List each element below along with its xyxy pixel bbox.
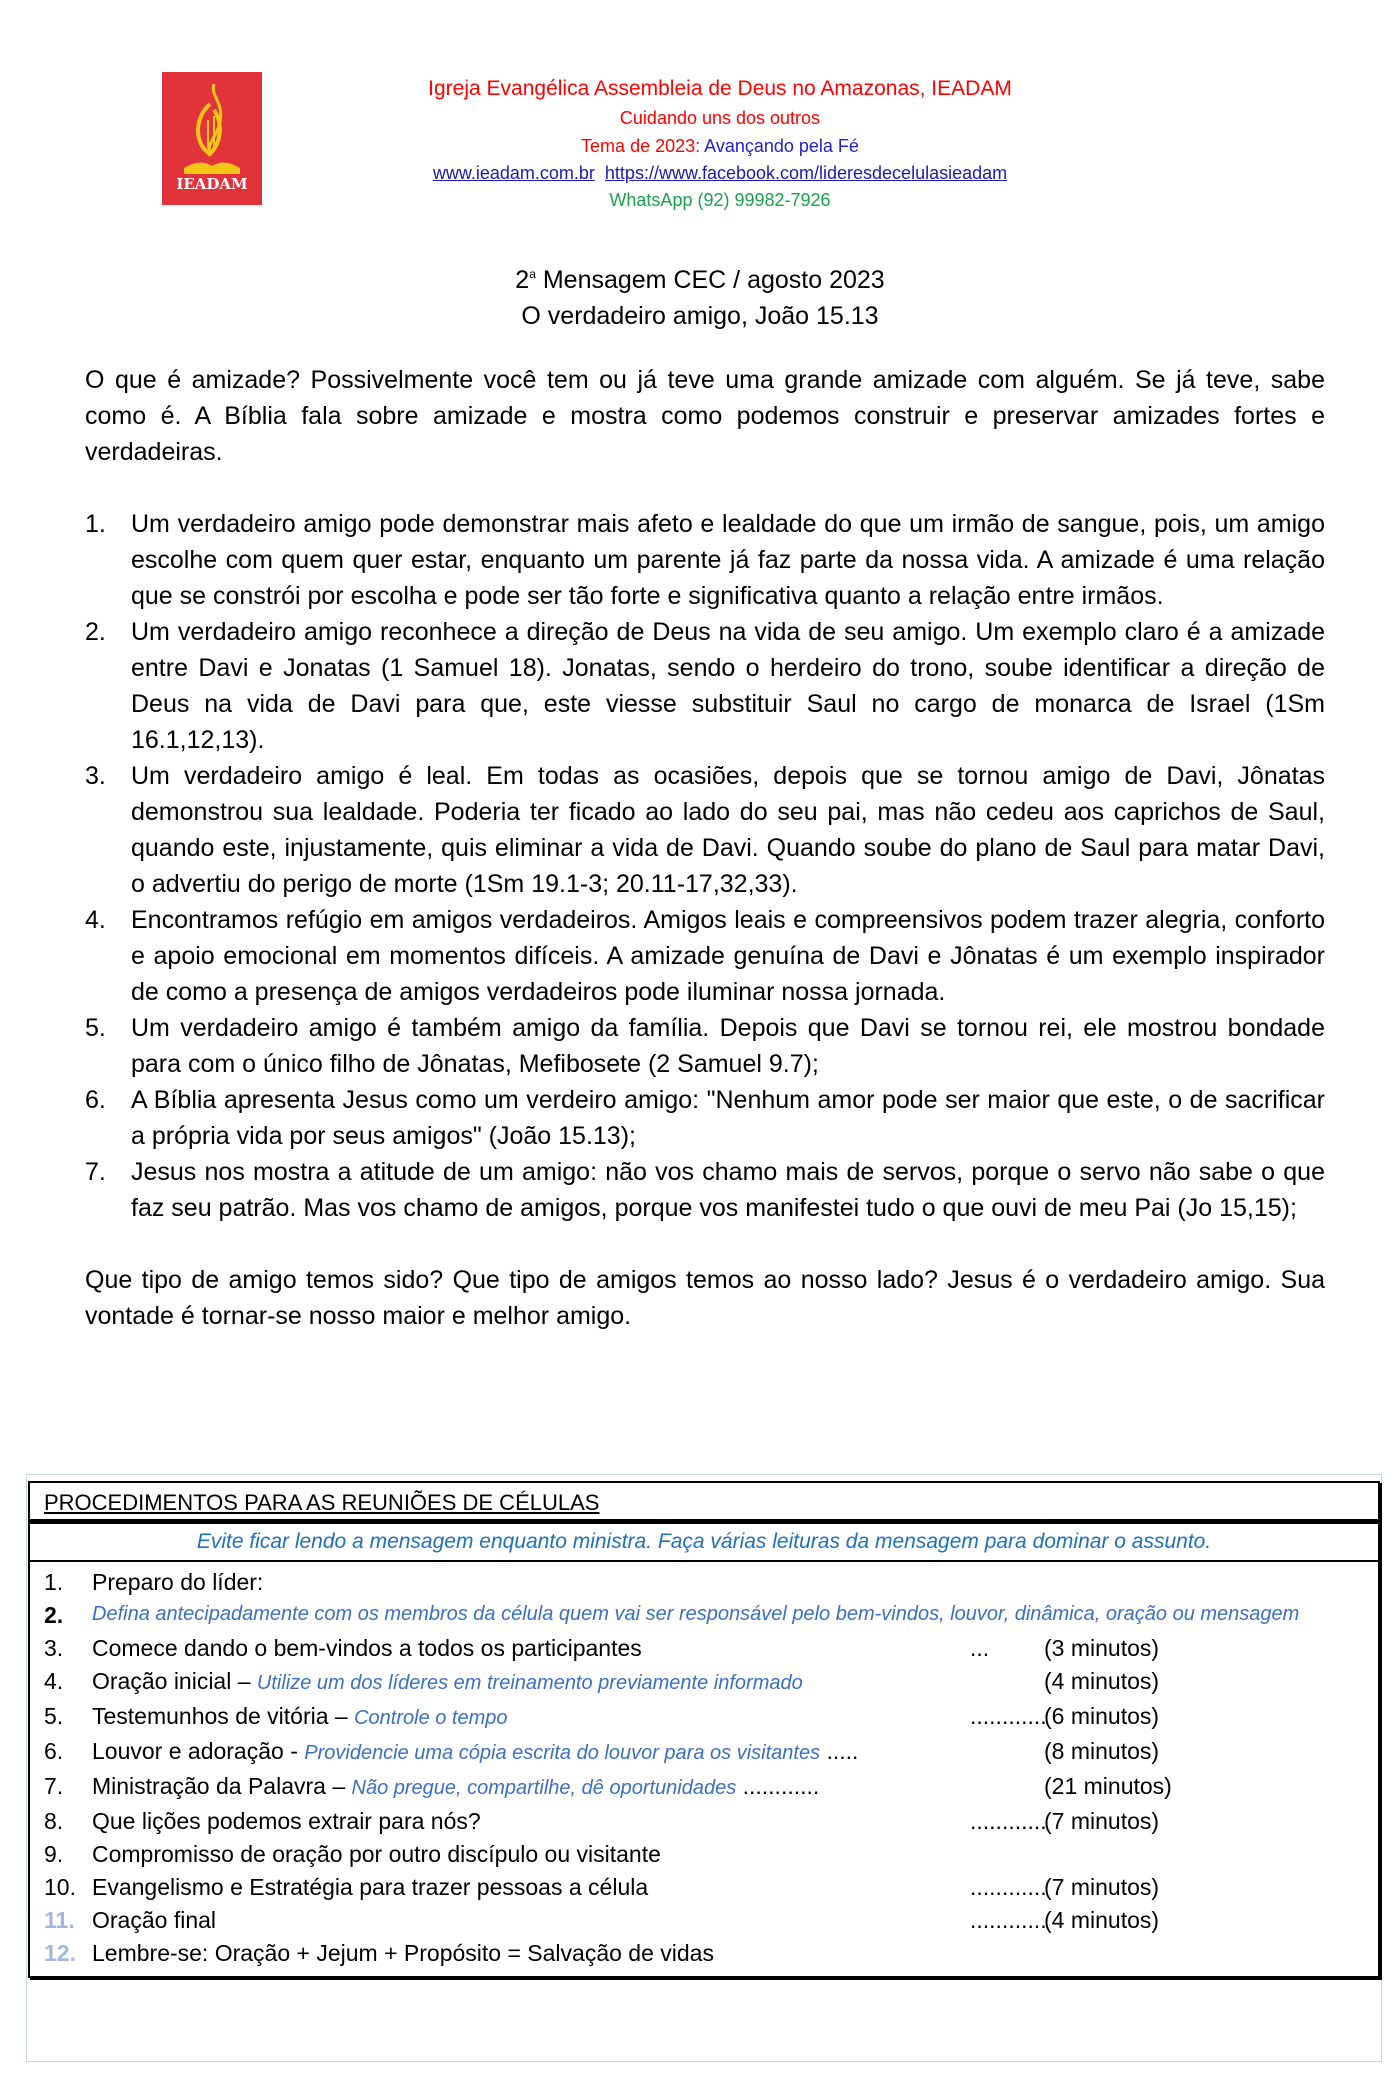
ieadam-logo [162, 72, 262, 205]
procedure-item [44, 1632, 1364, 1665]
procedure-dots: ... [970, 1635, 990, 1661]
closing-paragraph: Que tipo de amigo temos sido? Que tipo de amigos temos ao nosso lado? Jesus é o verdadeiro amigo. Sua vontade é tornar-se nosso maior e melhor amigo. [85, 1266, 1325, 1330]
theme-label: Tema de 2023: [581, 136, 705, 156]
procedures-list [30, 1562, 1378, 1976]
procedure-number: 6. [44, 1738, 64, 1764]
whatsapp-contact: WhatsApp (92) 99982-7926 [609, 190, 831, 210]
procedure-number: 2. [44, 1602, 64, 1628]
procedure-label: Ministração da Palavra – [92, 1773, 352, 1799]
title-line-2: O verdadeiro amigo, João 15.13 [521, 302, 879, 330]
point-number: 7. [85, 1158, 106, 1186]
procedure-trail-dots: ............ [736, 1773, 820, 1799]
point-item [85, 506, 1325, 614]
website-link[interactable]: www.ieadam.com.br [432, 163, 595, 183]
links-line [300, 160, 1140, 186]
logo-text: IEADAM [176, 175, 248, 193]
flame-bible-icon [180, 82, 244, 177]
procedure-item [44, 1805, 1364, 1838]
point-number: 5. [85, 1014, 106, 1042]
year-theme [300, 132, 1140, 160]
procedure-hint: Utilize um dos líderes em treinamento previamente informado [256, 1672, 803, 1694]
points-list [85, 506, 1325, 1226]
intro-paragraph: O que é amizade? Possivelmente você tem ou já teve uma grande amizade com alguém. Se já teve, sabe como é. A Bíblia fala sobre amizade e mostra como podemos construir e preservar amizades fortes e verdadeiras. [85, 366, 1325, 466]
procedure-item [44, 1665, 1364, 1700]
procedure-label: Oração final [92, 1907, 217, 1933]
point-text: Jesus nos mostra a atitude de um amigo: não vos chamo mais de servos, porque o servo não sabe o que faz seu patrão. Mas vos chamo de amigos, porque vos manifestei tudo o que ouvi de meu Pai (Jo 15,15); [131, 1158, 1325, 1222]
procedure-item [44, 1599, 1364, 1632]
procedure-time: (3 minutos) [1044, 1635, 1160, 1661]
procedure-item [44, 1770, 1364, 1805]
procedure-hint: Providencie uma cópia escrita do louvor para os visitantes [304, 1742, 821, 1764]
point-number: 1. [85, 510, 106, 538]
procedure-time: (8 minutos) [1044, 1738, 1160, 1764]
procedure-label: Louvor e adoração - [92, 1738, 305, 1764]
procedure-dots: ............ [970, 1907, 1047, 1933]
point-number: 6. [85, 1086, 106, 1114]
message-body [85, 362, 1325, 1334]
procedure-item [44, 1566, 1364, 1599]
point-text: Encontramos refúgio em amigos verdadeiros. Amigos leais e compreensivos podem trazer alegria, conforto e apoio emocional em momentos difíceis. A amizade genuína de Davi e Jônatas é um exemplo inspirador de como a presença de amigos verdadeiros pode iluminar nossa jornada. [131, 906, 1325, 1006]
procedure-item [44, 1735, 1364, 1770]
point-text: Um verdadeiro amigo é também amigo da família. Depois que Davi se tornou rei, ele mostrou bondade para com o único filho de Jônatas, Mefibosete (2 Samuel 9.7); [131, 1014, 1325, 1078]
point-number: 3. [85, 762, 106, 790]
church-name: Igreja Evangélica Assembleia de Deus no Amazonas, IEADAM [428, 77, 1012, 100]
procedure-dots: ............ [970, 1874, 1047, 1900]
point-text: Um verdadeiro amigo reconhece a direção de Deus na vida de seu amigo. Um exemplo claro é a amizade entre Davi e Jonatas (1 Samuel 18). Jonatas, sendo o herdeiro do trono, soube identificar a direção de Deus na vida de Davi para que, este viesse substituir Saul no cargo de monarca de Israel (1Sm 16.1,12,13). [131, 618, 1325, 754]
procedure-time: (4 minutos) [1044, 1907, 1160, 1933]
procedure-label: Lembre-se: Oração + Jejum + Propósito = Salvação de vidas [92, 1940, 714, 1966]
procedure-hint: Não pregue, compartilhe, dê oportunidades [351, 1777, 737, 1799]
procedure-number: 10. [44, 1874, 76, 1900]
procedure-item [44, 1838, 1364, 1871]
church-header [300, 74, 1140, 214]
church-motto: Cuidando uns dos outros [619, 108, 821, 128]
point-number: 4. [85, 906, 106, 934]
point-text: Um verdadeiro amigo pode demonstrar mais afeto e lealdade do que um irmão de sangue, pois, um amigo escolhe com quem quer estar, enquanto um parente já faz parte da nossa vida. A amizade é uma relação que se constrói por escolha e pode ser tão forte e significativa quanto a relação entre irmãos. [131, 510, 1325, 610]
title-ordinal-sup: a [529, 267, 536, 281]
point-item [85, 902, 1325, 1010]
point-item [85, 1082, 1325, 1154]
procedures-tip: Evite ficar lendo a mensagem enquanto ministra. Faça várias leituras da mensagem para dominar o assunto. [30, 1524, 1378, 1562]
point-text: A Bíblia apresenta Jesus como um verdeiro amigo: "Nenhum amor pode ser maior que este, o de sacrificar a própria vida por seus amigos" (João 15.13); [131, 1086, 1325, 1150]
procedure-label: Oração inicial – [92, 1668, 257, 1694]
theme-value: Avançando pela Fé [704, 136, 859, 156]
procedure-number: 9. [44, 1841, 64, 1867]
procedure-label: Preparo do líder: [92, 1569, 264, 1595]
procedures-heading [30, 1483, 1378, 1524]
point-item [85, 614, 1325, 758]
procedure-number: 8. [44, 1808, 64, 1834]
procedure-time: (21 minutos) [1044, 1773, 1172, 1799]
title-ordinal: 2 [515, 266, 530, 294]
procedure-item [44, 1700, 1364, 1735]
procedure-item [44, 1937, 1364, 1970]
point-text: Um verdadeiro amigo é leal. Em todas as ocasiões, depois que se tornou amigo de Davi, Jônatas demonstrou sua lealdade. Poderia ter ficado ao lado do seu pai, mas não cedeu aos caprichos de Saul, quando este, injustamente, quis eliminar a vida de Davi. Quando soube do plano de Saul para matar Davi, o advertiu do perigo de morte (1Sm 19.1-3; 20.11-17,32,33). [131, 762, 1325, 898]
procedures-heading-text: PROCEDIMENTOS PARA AS REUNIÕES DE CÉLULAS [44, 1490, 600, 1515]
procedure-label: Compromisso de oração por outro discípulo ou visitante [92, 1841, 661, 1867]
procedure-item [44, 1871, 1364, 1904]
point-number: 2. [85, 618, 106, 646]
procedure-label: Evangelismo e Estratégia para trazer pessoas a célula [92, 1874, 649, 1900]
procedures-box [28, 1481, 1380, 1978]
procedure-number: 4. [44, 1668, 64, 1694]
procedure-number: 11. [44, 1907, 75, 1933]
procedure-time: (7 minutos) [1044, 1808, 1160, 1834]
procedure-number: 7. [44, 1773, 64, 1799]
title-line-1-text: Mensagem CEC / agosto 2023 [535, 266, 885, 294]
procedure-number: 1. [44, 1569, 64, 1595]
procedure-trail-dots: ..... [820, 1738, 859, 1764]
facebook-link[interactable]: https://www.facebook.com/lideresdecelulasieadam [604, 163, 1008, 183]
procedure-dots: ............ [970, 1703, 1047, 1729]
procedure-number: 3. [44, 1635, 64, 1661]
procedure-time: (4 minutos) [1044, 1668, 1160, 1694]
procedure-item [44, 1904, 1364, 1937]
procedure-label: Que lições podemos extrair para nós? [92, 1808, 481, 1834]
procedure-number: 12. [44, 1940, 76, 1966]
procedure-time: (7 minutos) [1044, 1874, 1160, 1900]
point-item [85, 1010, 1325, 1082]
procedure-time: (6 minutos) [1044, 1703, 1160, 1729]
point-item [85, 758, 1325, 902]
procedure-label: Comece dando o bem-vindos a todos os participantes [92, 1635, 642, 1661]
title-line-1 [0, 256, 1400, 298]
point-item [85, 1154, 1325, 1226]
procedure-hint: Controle o tempo [354, 1707, 508, 1729]
procedure-number: 5. [44, 1703, 64, 1729]
procedure-hint: Defina antecipadamente com os membros da célula quem vai ser responsável pelo bem-vindos, louvor, dinâmica, oração ou mensagem [92, 1603, 1300, 1625]
procedure-label: Testemunhos de vitória – [92, 1703, 355, 1729]
procedure-dots: ............ [970, 1808, 1047, 1834]
message-title [0, 256, 1400, 334]
